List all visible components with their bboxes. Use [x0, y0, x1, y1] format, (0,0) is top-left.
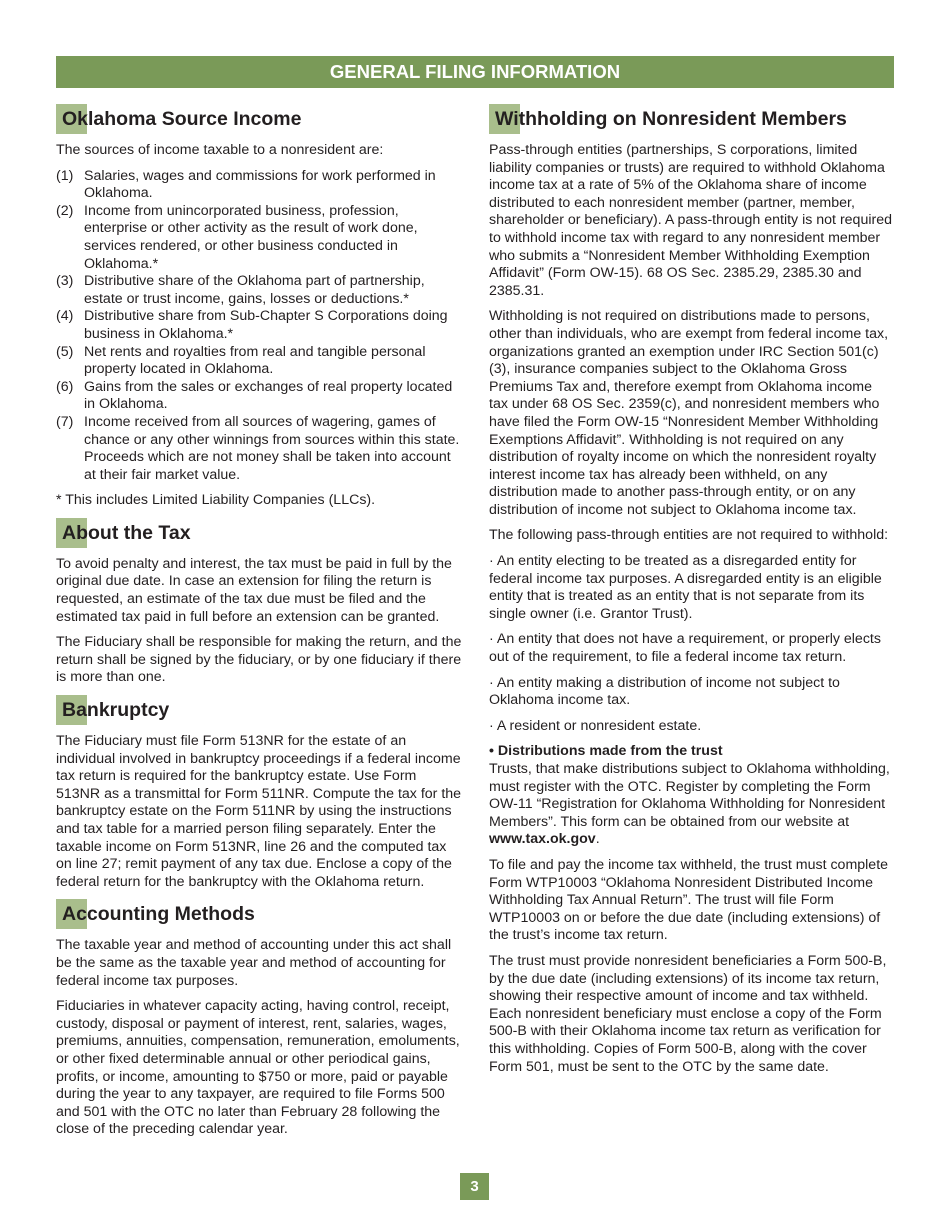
trust-paragraph-3: The trust must provide nonresident beneficiaries a Form 500-B, by the due date (including extensions) of its income tax return, showing their respective amount of income and tax withheld. Each nonresident beneficiary must enclose a copy of the Form 500-B with their Oklahoma income tax return as verification for this withholding. Copies of Form 500-B, along with the cover Form 501, must be sent to the OTC by the same date.	[489, 952, 887, 1075]
exempt-entity-bullet: · An entity electing to be treated as a disregarded entity for federal income tax purposes. A disregarded entity is an eligible entity that is treated as an entity that is not separate from its single owner (i.e. Grantor Trust).	[489, 553, 882, 622]
heading-oklahoma-source-income	[56, 104, 462, 134]
about-tax-paragraph-2: The Fiduciary shall be responsible for making the return, and the return shall be signed by the fiduciary, or by one fiduciary if there is more than one.	[56, 634, 462, 686]
list-item: (4) Distributive share from Sub-Chapter S Corporations doing business in Oklahoma.*	[56, 308, 448, 342]
heading-text: Withholding on Nonresident Members	[495, 108, 847, 130]
heading-text: Accounting Methods	[62, 903, 255, 926]
tax-website-link[interactable]: www.tax.ok.gov	[489, 831, 596, 848]
heading-text: About the Tax	[62, 521, 191, 544]
exempt-entity-bullet: · A resident or nonresident estate.	[489, 717, 702, 734]
right-column	[489, 100, 893, 1084]
about-tax-paragraph-1: To avoid penalty and interest, the tax must be paid in full by the original due date. In case an extension for filing the return is requested, an estimate of the tax due must be filed and the estimated tax paid in full before an extension can be granted.	[56, 555, 452, 625]
trust-paragraph-1: Trusts, that make distributions subject to Oklahoma withholding, must register with the OTC. Register by completing the Form OW-11 “Registration for Oklahoma Withholding for Nonresident Members”. This form can be obtained from our website at www.tax.ok.gov.	[489, 761, 890, 848]
withholding-paragraph-3: The following pass-through entities are not required to withhold:	[489, 527, 889, 544]
accounting-paragraph-1: The taxable year and method of accounting under this act shall be the same as the taxable year and method of accounting for federal income tax purposes.	[56, 937, 452, 989]
list-item: (7) Income received from all sources of wagering, games of chance or any other winnings from sources within this state. Proceeds which are not money shall be taken into account at their fair market value.	[56, 413, 460, 483]
withholding-paragraph-1: Pass-through entities (partnerships, S corporations, limited liability companies or trusts) are required to withhold Oklahoma income tax at a rate of 5% of the Oklahoma share of income distributed to each nonresident member (partner, member, shareholder or beneficiary). A pass-through entity is not required to withhold income tax with regard to any nonresident member who submits a “Nonresident Member Withholding Exemption Affidavit” (Form OW-15). 68 OS Sec. 2385.29, 2385.30 and 2385.31.	[489, 142, 892, 299]
trust-distributions-title: • Distributions made from the trust	[489, 743, 723, 760]
list-item: (3) Distributive share of the Oklahoma part of partnership, estate or trust income, gains, losses or deductions.*	[56, 273, 425, 307]
page-number: 3	[460, 1173, 489, 1200]
left-column	[56, 100, 462, 1147]
list-item: (1) Salaries, wages and commissions for work performed in Oklahoma.	[56, 167, 436, 202]
heading-text: Bankruptcy	[62, 699, 170, 722]
heading-text: Oklahoma Source Income	[62, 108, 302, 130]
list-item: (6) Gains from the sales or exchanges of real property located in Oklahoma.	[56, 378, 453, 413]
heading-about-the-tax	[56, 518, 462, 548]
exempt-entity-bullet: · An entity that does not have a requirement, or properly elects out of the requirement, to file a federal income tax return.	[489, 631, 881, 666]
list-item: (5) Net rents and royalties from real and tangible personal property located in Oklahoma.	[56, 343, 426, 378]
heading-withholding-nonresident-members	[489, 104, 893, 134]
bankruptcy-paragraph: The Fiduciary must file Form 513NR for the estate of an individual involved in bankruptcy proceedings if a federal income tax return is required for the bankruptcy estate. Use Form 513NR as a transmittal for Form 511NR. Compute the tax for the bankruptcy estate on the Form 511NR by using the instructions and tax table for a married person filing separately. Enter the taxable income on Form 513NR, line 26 and the computed tax on line 27; remit payment of any tax due. Enclose a copy of the federal return for the bankruptcy with the Oklahoma return.	[56, 733, 462, 890]
trust-paragraph-2: To file and pay the income tax withheld, the trust must complete Form WTP10003 “Oklahoma Nonresident Distributed Income Withholding Tax Annual Return”. The trust will file Form WTP10003 on or before the due date (including extensions) of the trust’s income tax return.	[489, 856, 889, 944]
list-item: (2) Income from unincorporated business, profession, enterprise or other activity as the result of work done, services rendered, or other business conducted in Oklahoma.*	[56, 202, 418, 272]
source-list	[56, 168, 462, 485]
source-intro: The sources of income taxable to a nonresident are:	[56, 142, 384, 158]
accounting-paragraph-2: Fiduciaries in whatever capacity acting, having control, receipt, custody, disposal or payment of interest, rent, salaries, wages, premiums, annuities, compensation, remuneration, emoluments, or other fixed determinable annual or other periodical gains, profits, or income, amounting to $750 or more, paid or payable during the year to any taxpayer, are required to file Forms 500 and 501 with the OTC no later than February 28 following the close of the preceding calendar year.	[56, 998, 460, 1138]
withholding-paragraph-2: Withholding is not required on distributions made to persons, other than individuals, who are exempt from federal income tax, organizations granted an exemption under IRC Section 501(c)(3), insurance companies subject to the Oklahoma Gross Premiums Tax and, therefore exempt from Oklahoma income tax under 68 OS Sec. 2359(c), and nonresident members who have filed the Form OW-15 “Nonresident Member Withholding Exemptions Affidavit”. Withholding is not required on any distribution of royalty income on which the nonresident royalty interest income tax has already been withheld, on any distribution made to another pass-through entity, or on any distribution of income not subject to Oklahoma income tax.	[489, 308, 889, 518]
exempt-entity-bullet: · An entity making a distribution of income not subject to Oklahoma income tax.	[489, 674, 840, 709]
heading-bankruptcy	[56, 695, 462, 725]
section-banner: GENERAL FILING INFORMATION	[56, 56, 894, 88]
llc-footnote: * This includes Limited Liability Companies (LLCs).	[56, 492, 376, 509]
heading-accounting-methods	[56, 899, 462, 929]
